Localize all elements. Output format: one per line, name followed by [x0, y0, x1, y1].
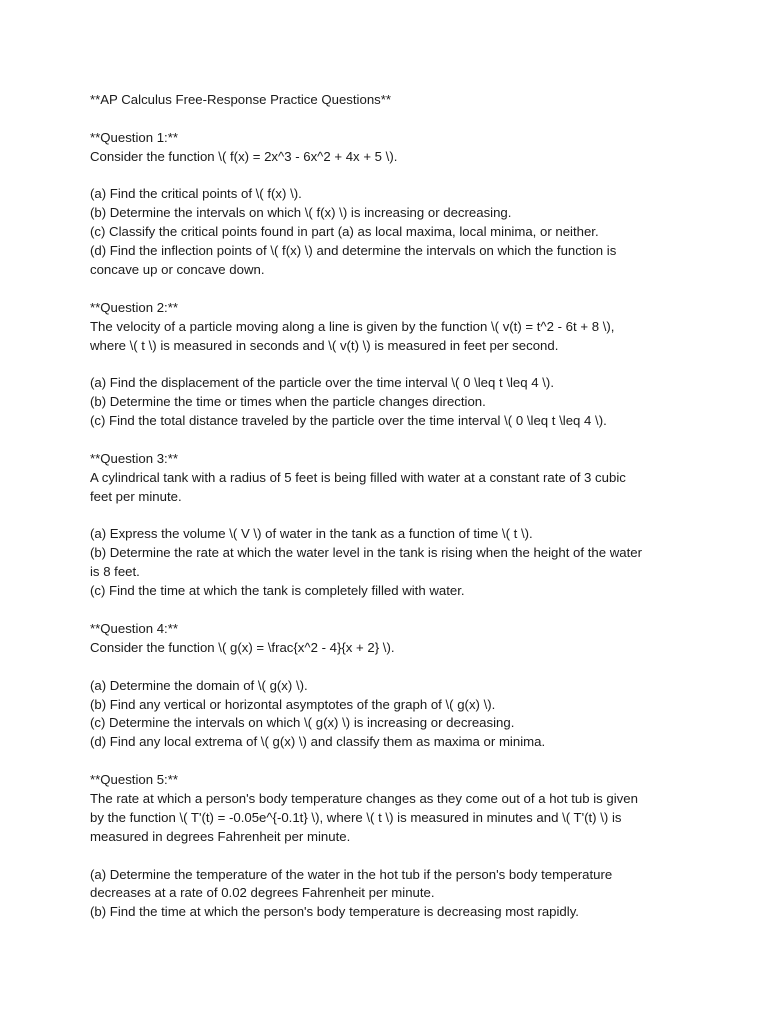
question-part-line: (c) Find the time at which the tank is completely filled with water.: [90, 583, 465, 599]
question-heading: **Question 3:**: [90, 450, 178, 466]
document-title: **AP Calculus Free-Response Practice Questions**: [90, 92, 392, 107]
question-part-line: (c) Determine the intervals on which \( g(x) \) is increasing or decreasing.: [90, 715, 515, 731]
spacer: [90, 507, 680, 526]
spacer: [90, 752, 680, 771]
question-part-line: (b) Find the time at which the person's body temperature is decreasing most rapidly.: [90, 904, 579, 920]
question-intro-line: by the function \( T'(t) = -0.05e^{-0.1t} \), where \( t \) is measured in minutes and \( T'(t) \) is: [90, 809, 622, 825]
document-page: [90, 91, 680, 922]
question-part-line: (a) Determine the domain of \( g(x) \).: [90, 677, 308, 693]
spacer: [90, 280, 680, 299]
spacer: [90, 847, 680, 866]
question-5: [90, 771, 680, 922]
question-3: [90, 450, 680, 601]
spacer: [90, 658, 680, 677]
question-part-line: (b) Determine the intervals on which \( f(x) \) is increasing or decreasing.: [90, 205, 512, 221]
question-2: [90, 299, 680, 431]
question-intro-line: feet per minute.: [90, 488, 182, 504]
spacer: [90, 431, 680, 450]
question-part-line: (c) Classify the critical points found in part (a) as local maxima, local minima, or neither.: [90, 224, 599, 240]
question-heading: **Question 2:**: [90, 299, 178, 315]
question-intro-line: The rate at which a person's body temperature changes as they come out of a hot tub is given: [90, 790, 638, 806]
question-part-line: (a) Express the volume \( V \) of water in the tank as a function of time \( t \).: [90, 526, 533, 542]
question-part-line: (d) Find any local extrema of \( g(x) \) and classify them as maxima or minima.: [90, 734, 546, 750]
question-part-line: (a) Find the critical points of \( f(x) \).: [90, 186, 302, 202]
question-part-line: (b) Determine the time or times when the particle changes direction.: [90, 394, 486, 410]
question-intro-line: Consider the function \( f(x) = 2x^3 - 6x^2 + 4x + 5 \).: [90, 148, 398, 164]
spacer: [90, 601, 680, 620]
question-part-line: is 8 feet.: [90, 564, 140, 580]
question-part-line: (b) Find any vertical or horizontal asymptotes of the graph of \( g(x) \).: [90, 696, 496, 712]
question-part-line: (b) Determine the rate at which the water level in the tank is rising when the height of the water: [90, 545, 642, 561]
question-4: [90, 620, 680, 752]
question-part-line: decreases at a rate of 0.02 degrees Fahrenheit per minute.: [90, 885, 435, 901]
spacer: [90, 167, 680, 186]
question-intro-line: Consider the function \( g(x) = \frac{x^2 - 4}{x + 2} \).: [90, 639, 395, 655]
question-part-line: (d) Find the inflection points of \( f(x) \) and determine the intervals on which the function is: [90, 243, 617, 259]
question-1: [90, 129, 680, 280]
question-intro-line: where \( t \) is measured in seconds and \( v(t) \) is measured in feet per second.: [90, 337, 559, 353]
question-heading: **Question 4:**: [90, 620, 178, 636]
question-part-line: (c) Find the total distance traveled by the particle over the time interval \( 0 \leq t \leq 4 \).: [90, 413, 607, 429]
question-intro-line: The velocity of a particle moving along a line is given by the function \( v(t) = t^2 - 6t + 8 \),: [90, 318, 615, 334]
question-part-line: concave up or concave down.: [90, 262, 265, 278]
spacer: [90, 110, 680, 129]
spacer: [90, 355, 680, 374]
question-intro-line: measured in degrees Fahrenheit per minute.: [90, 828, 351, 844]
question-heading: **Question 1:**: [90, 129, 178, 145]
question-part-line: (a) Determine the temperature of the water in the hot tub if the person's body temperature: [90, 866, 613, 882]
question-heading: **Question 5:**: [90, 772, 178, 788]
question-part-line: (a) Find the displacement of the particle over the time interval \( 0 \leq t \leq 4 \).: [90, 375, 554, 391]
question-intro-line: A cylindrical tank with a radius of 5 feet is being filled with water at a constant rate of 3 cubic: [90, 469, 626, 485]
